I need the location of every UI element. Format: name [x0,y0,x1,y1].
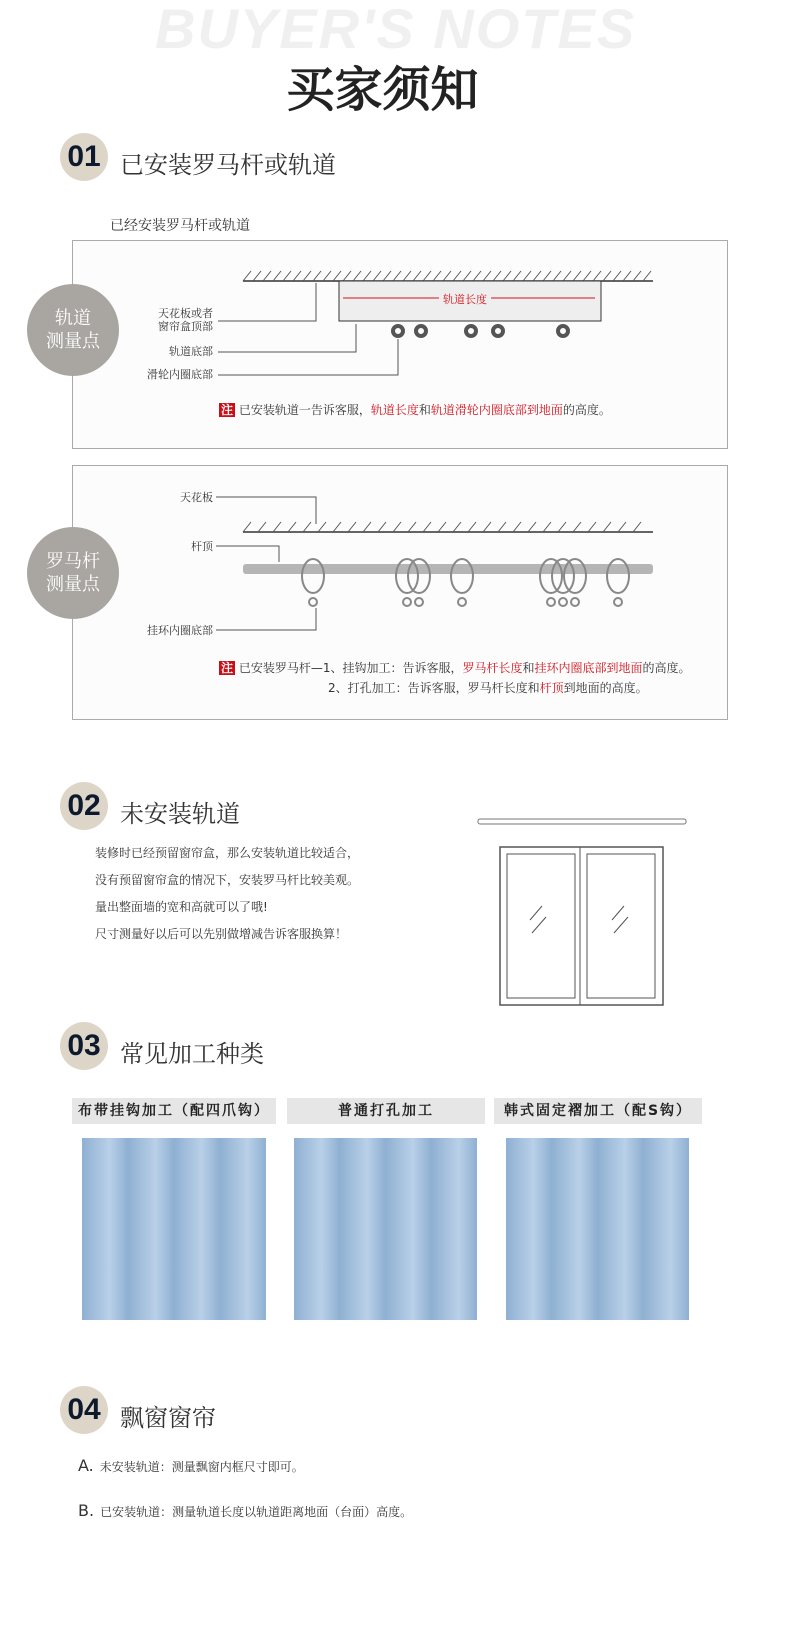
label-rod-top: 杆顶 [191,540,213,553]
section-number: 01 [60,133,108,181]
type-caption: 普通打孔加工 [287,1098,485,1124]
section-number: 04 [60,1386,108,1434]
label-ceiling: 天花板 [180,491,213,504]
label-track-bottom: 轨道底部 [169,345,213,358]
type-caption: 布带挂钩加工（配四爪钩） [72,1098,276,1124]
rod-note-1: 注 已安装罗马杆—1、挂钩加工：告诉客服，罗马杆长度和挂环内圈底部到地面的高度。 [221,661,691,675]
section-title: 常见加工种类 [120,1040,264,1068]
bay-window-item-a: A. 未安装轨道：测量飘窗内框尺寸即可。 [78,1456,304,1475]
section-title: 未安装轨道 [120,800,240,828]
track-length-label: 轨道长度 [439,291,491,307]
window-illustration [470,815,700,1015]
page-title: 买家须知 [286,62,479,118]
rod-note-2: 2、打孔加工：告诉客服，罗马杆长度和杆顶到地面的高度。 [328,681,648,695]
rod-measure-circle: 罗马杆 测量点 [27,527,119,619]
track-note: 注 已安装轨道一告诉客服，轨道长度和轨道滑轮内圈底部到地面的高度。 [221,403,611,417]
label-ceiling: 天花板或者 窗帘盒顶部 [158,307,213,333]
pleat-hook-curtain-photo [82,1138,266,1320]
label-pulley-bottom: 滑轮内圈底部 [147,368,213,381]
install-tips: 装修时已经预留窗帘盒，那么安装轨道比较适合， 没有预留窗帘盒的情况下，安装罗马杆比较美观。 量出整面墙的宽和高就可以了哦! 尺寸测量好以后可以先别做增减告诉客服换算！ [95,846,360,941]
watermark: BUYER'S NOTES [155,0,637,60]
track-diagram-box [72,240,728,449]
grommet-curtain-photo [294,1138,477,1320]
section-title: 飘窗窗帘 [120,1404,216,1432]
korean-pleat-curtain-photo [506,1138,689,1320]
section-number: 02 [60,782,108,830]
type-caption: 韩式固定褶加工（配S钩） [494,1098,702,1124]
bay-window-item-b: B. 已安装轨道：测量轨道长度以轨道距离地面（台面）高度。 [78,1501,413,1520]
rod-diagram-box [72,465,728,720]
label-ring-bottom: 挂环内圈底部 [147,624,213,637]
diagram-subtitle: 已经安装罗马杆或轨道 [110,218,250,234]
track-measure-circle: 轨道 测量点 [27,284,119,376]
section-number: 03 [60,1022,108,1070]
section-title: 已安装罗马杆或轨道 [120,151,336,179]
